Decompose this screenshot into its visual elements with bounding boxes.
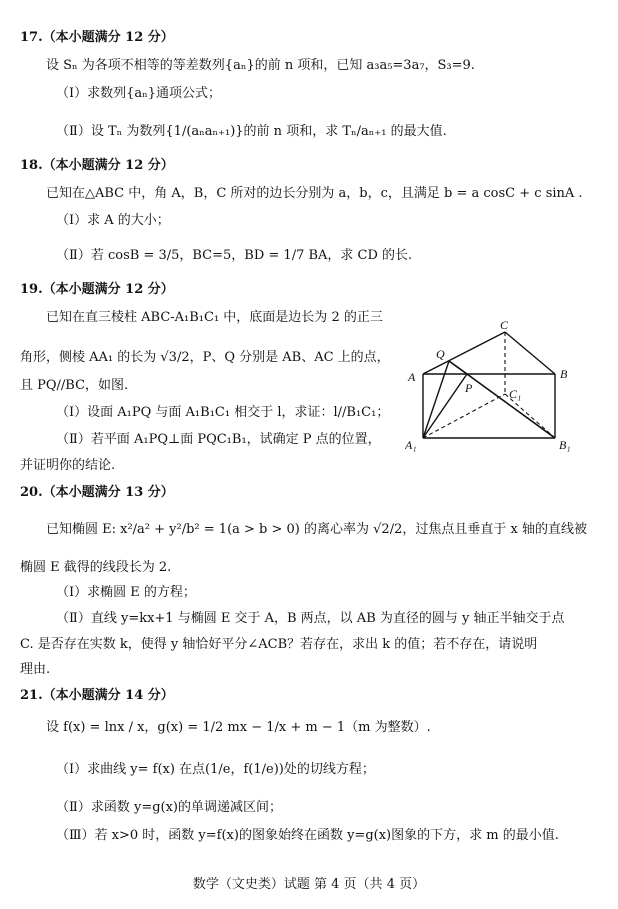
q20-heading: 20.（本小题满分 13 分）: [20, 485, 174, 500]
page-footer: 数学（文史类）试题 第 4 页（共 4 页）: [192, 877, 426, 892]
q17-part2: （Ⅱ）设 Tₙ 为数列{1/(aₙaₙ₊₁)}的前 n 项和，求 Tₙ/aₙ₊₁ 的最大值.: [56, 124, 447, 139]
q19-part2-a: （Ⅱ）若平面 A₁PQ⊥面 PQC₁B₁，试确定 P 点的位置，: [56, 432, 381, 447]
q21-part3: （Ⅲ）若 x>0 时，函数 y=f(x)的图象始终在函数 y=g(x)图象的下方，求 m 的最小值.: [56, 828, 559, 843]
q20-part2-a: （Ⅱ）直线 y=kx+1 与椭圆 E 交于 A，B 两点，以 AB 为直径的圆与 y 轴正半轴交于点: [56, 611, 565, 626]
fig-label-b: B: [560, 367, 568, 381]
prism-figure: [405, 318, 600, 453]
q21-intro: 设 f(x) = lnx / x，g(x) = 1/2 mx − 1/x + m − 1（m 为整数）.: [46, 720, 431, 735]
fig-label-q: Q: [436, 347, 445, 361]
q21-heading: 21.（本小题满分 14 分）: [20, 688, 174, 703]
q20-part2-c: 理由.: [20, 662, 51, 677]
fig-label-a: A: [408, 370, 416, 384]
q17-part1: （Ⅰ）求数列{aₙ}通项公式；: [56, 86, 222, 101]
fig-label-a1: A₁: [405, 438, 417, 452]
q20-intro-1: 已知椭圆 E: x²/a² + y²/b² = 1(a > b > 0) 的离心率为 √2/2，过焦点且垂直于 x 轴的直线被: [46, 522, 587, 537]
fig-label-c1: C₁: [509, 387, 522, 401]
q18-intro: 已知在△ABC 中，角 A，B，C 所对的边长分别为 a，b，c，且满足 b = a cosC + c sinA .: [46, 186, 583, 201]
q18-part1: （Ⅰ）求 A 的大小；: [56, 213, 170, 228]
q19-intro-3: 且 PQ//BC，如图.: [20, 378, 129, 393]
q20-part1: （Ⅰ）求椭圆 E 的方程；: [56, 585, 196, 600]
fig-label-b1: B₁: [559, 438, 571, 452]
q19-part1: （Ⅰ）设面 A₁PQ 与面 A₁B₁C₁ 相交于 l，求证：l//B₁C₁；: [56, 405, 390, 420]
fig-label-p: P: [465, 381, 473, 395]
q19-part2-b: 并证明你的结论.: [20, 458, 116, 473]
q19-heading: 19.（本小题满分 12 分）: [20, 282, 174, 297]
q19-intro-2: 角形，侧棱 AA₁ 的长为 √3/2，P、Q 分别是 AB、AC 上的点，: [20, 350, 390, 365]
q17-heading: 17.（本小题满分 12 分）: [20, 30, 174, 45]
q21-part1: （Ⅰ）求曲线 y= f(x) 在点(1/e，f(1/e))处的切线方程；: [56, 762, 375, 777]
q19-intro-1: 已知在直三棱柱 ABC-A₁B₁C₁ 中，底面是边长为 2 的正三: [46, 310, 383, 325]
q17-intro: 设 Sₙ 为各项不相等的等差数列{aₙ}的前 n 项和，已知 a₃a₅=3a₇，S₃=9.: [46, 58, 475, 73]
q21-part2: （Ⅱ）求函数 y=g(x)的单调递减区间；: [56, 800, 283, 815]
q20-intro-2: 椭圆 E 截得的线段长为 2.: [20, 560, 172, 575]
q20-part2-b: C. 是否存在实数 k，使得 y 轴恰好平分∠ACB？若存在，求出 k 的值；若不存在，请说明: [20, 637, 538, 652]
fig-label-c: C: [500, 318, 509, 332]
q18-part2: （Ⅱ）若 cosB = 3/5，BC=5，BD = 1/7 BA，求 CD 的长.: [56, 248, 413, 263]
q18-heading: 18.（本小题满分 12 分）: [20, 158, 174, 173]
